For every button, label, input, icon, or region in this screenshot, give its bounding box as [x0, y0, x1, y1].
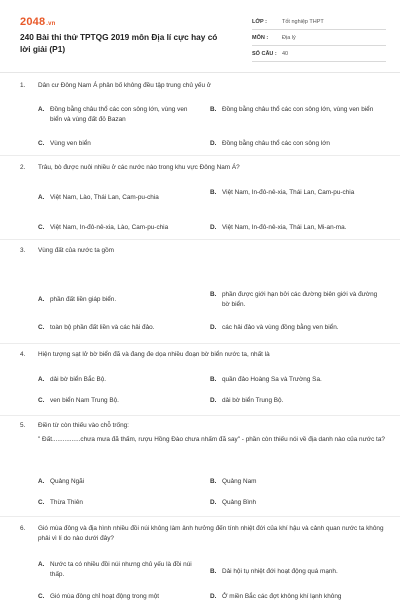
question-number: 5.: [20, 422, 26, 429]
meta-key: LỚP :: [252, 18, 267, 25]
option-a[interactable]: [38, 295, 198, 305]
option-text: ven biển Nam Trung Bộ.: [50, 397, 119, 404]
option-text: Vùng ven biển: [50, 140, 91, 147]
question-divider: [0, 239, 400, 240]
meta-row-count: [252, 46, 386, 62]
option-text: phần đất liền giáp biển.: [50, 296, 117, 303]
meta-value: 40: [282, 50, 289, 57]
option-c[interactable]: [38, 139, 198, 149]
question-text: Trâu, bò được nuôi nhiều ở các nước nào trong khu vực Đông Nam Á?: [38, 164, 240, 171]
option-a[interactable]: [38, 375, 198, 385]
option-d[interactable]: [210, 396, 386, 406]
question-5: [20, 421, 386, 516]
option-d[interactable]: [210, 498, 386, 508]
option-d[interactable]: [210, 323, 386, 333]
option-c[interactable]: [38, 592, 198, 600]
option-letter: C.: [38, 499, 45, 506]
meta-key: MÔN :: [252, 34, 269, 41]
option-letter: B.: [210, 568, 217, 575]
question-1: [20, 81, 386, 159]
option-letter: A.: [38, 561, 45, 568]
option-letter: D.: [210, 499, 217, 506]
option-a[interactable]: [38, 560, 198, 579]
option-letter: D.: [210, 324, 217, 331]
option-b[interactable]: [210, 375, 386, 385]
option-text: Quảng Nam: [222, 478, 257, 485]
option-text: Nước ta có nhiều đồi núi nhưng chủ yếu là đồi núi thấp.: [50, 561, 192, 578]
option-letter: B.: [210, 106, 217, 113]
document-header: [20, 14, 386, 68]
meta-value: Tốt nghiệp THPT: [282, 18, 324, 25]
question-number: 3.: [20, 247, 26, 254]
option-c[interactable]: [38, 498, 198, 508]
option-text: Thừa Thiên: [50, 499, 83, 506]
question-text: Dân cư Đông Nam Á phân bố không đều tập trung chủ yếu ở: [38, 82, 211, 89]
option-text: dải bờ biển Bắc Bộ.: [50, 376, 107, 383]
option-letter: D.: [210, 397, 217, 404]
option-a[interactable]: [38, 477, 198, 487]
option-d[interactable]: [210, 223, 386, 233]
site-logo[interactable]: [20, 16, 56, 28]
page-title: 240 Bài thi thử TPTQG 2019 môn Địa lí cực hay có lời giải (P1): [20, 32, 218, 54]
option-text: toàn bộ phần đất liền và các hải đảo.: [50, 324, 155, 331]
question-number: 2.: [20, 164, 26, 171]
option-letter: B.: [210, 291, 217, 298]
option-text: Ở miền Bắc các đợt không khí lạnh không: [222, 593, 342, 600]
option-text: Việt Nam, In-đô-nê-xia, Lào, Cam-pu-chia: [50, 224, 169, 231]
question-2: [20, 163, 386, 243]
option-text: dải bờ biển Trung Bộ.: [222, 397, 284, 404]
option-letter: A.: [38, 478, 45, 485]
option-letter: B.: [210, 478, 217, 485]
option-text: Gió mùa đông chỉ hoạt động trong một: [50, 593, 160, 600]
option-c[interactable]: [38, 323, 198, 333]
option-letter: D.: [210, 140, 217, 147]
option-letter: C.: [38, 140, 45, 147]
option-letter: C.: [38, 224, 45, 231]
option-letter: D.: [210, 224, 217, 231]
question-text: Vùng đất của nước ta gồm: [38, 247, 114, 254]
option-text: Việt Nam, Lào, Thái Lan, Cam-pu-chia: [50, 194, 159, 201]
option-c[interactable]: [38, 223, 198, 233]
option-text: Đồng bằng châu thổ các con sông lớn, vùng ven biển: [222, 106, 374, 113]
meta-row-class: [252, 14, 386, 30]
option-text: các hải đảo và vùng đồng bằng ven biển.: [222, 324, 339, 331]
option-text: Quảng Ngãi: [50, 478, 85, 485]
option-text: Đồng bằng châu thổ các con sông lớn, vùng ven biển và vùng đất đỏ Bazan: [50, 106, 188, 123]
question-text: Hiện tượng sạt lở bờ biển đã và đang đe dọa nhiều đoạn bờ biển nước ta, nhất là: [38, 351, 270, 358]
option-letter: A.: [38, 296, 45, 303]
question-number: 4.: [20, 351, 26, 358]
meta-row-subject: [252, 30, 386, 46]
question-divider: [0, 415, 400, 416]
option-d[interactable]: [210, 139, 386, 149]
option-letter: C.: [38, 397, 45, 404]
question-divider: [0, 516, 400, 517]
option-c[interactable]: [38, 396, 198, 406]
question-4: [20, 350, 386, 420]
option-text: quần đảo Hoàng Sa và Trường Sa.: [222, 376, 322, 383]
option-letter: D.: [210, 593, 217, 600]
question-text: Điền từ còn thiếu vào chỗ trống:: [38, 422, 129, 429]
question-6: [20, 524, 386, 600]
question-divider: [0, 343, 400, 344]
option-a[interactable]: [38, 105, 198, 124]
option-text: Quảng Bình: [222, 499, 257, 506]
meta-key: SỐ CÂU :: [252, 50, 277, 57]
question-text-continued: " Đất................chưa mưa đã thấm, rượu Hồng Đào chưa nhấm đã say" - phần còn thiếu nói về địa danh nào của nước ta?: [38, 436, 385, 443]
header-divider: [0, 72, 400, 73]
question-3: [20, 246, 386, 346]
option-letter: B.: [210, 189, 217, 196]
option-text: phần được giới hạn bởi các đường biên giới và đường bờ biển.: [222, 291, 378, 308]
question-divider: [0, 155, 400, 156]
meta-value: Địa lý: [282, 34, 296, 41]
option-text: Đồng bằng châu thổ các con sông lớn: [222, 140, 330, 147]
option-letter: A.: [38, 106, 45, 113]
option-letter: A.: [38, 376, 45, 383]
question-number: 6.: [20, 525, 26, 532]
logo-text: 2048: [20, 16, 46, 28]
option-b[interactable]: [210, 477, 386, 487]
option-b[interactable]: [210, 188, 386, 198]
logo-suffix: .vn: [46, 21, 56, 27]
option-letter: B.: [210, 376, 217, 383]
option-letter: C.: [38, 593, 45, 600]
option-text: Dải hội tụ nhiệt đới hoạt động quá mạnh.: [222, 568, 338, 575]
option-a[interactable]: [38, 193, 198, 203]
option-b[interactable]: [210, 567, 386, 577]
option-b[interactable]: [210, 290, 386, 309]
option-letter: A.: [38, 194, 45, 201]
option-text: Việt Nam, In-đô-nê-xia, Thái Lan, Mi-an-ma.: [222, 224, 347, 231]
question-number: 1.: [20, 82, 26, 89]
option-d[interactable]: [210, 592, 386, 600]
question-text: Gió mùa đông và địa hình nhiều đồi núi không làm ảnh hưởng đến tính nhiệt đới của khí hậu và cảnh quan nước ta không phải vì lí do nào dưới đây?: [38, 525, 384, 542]
option-b[interactable]: [210, 105, 386, 115]
option-text: Việt Nam, In-đô-nê-xia, Thái Lan, Cam-pu-chia: [222, 189, 355, 196]
option-letter: C.: [38, 324, 45, 331]
meta-table: [252, 14, 386, 62]
